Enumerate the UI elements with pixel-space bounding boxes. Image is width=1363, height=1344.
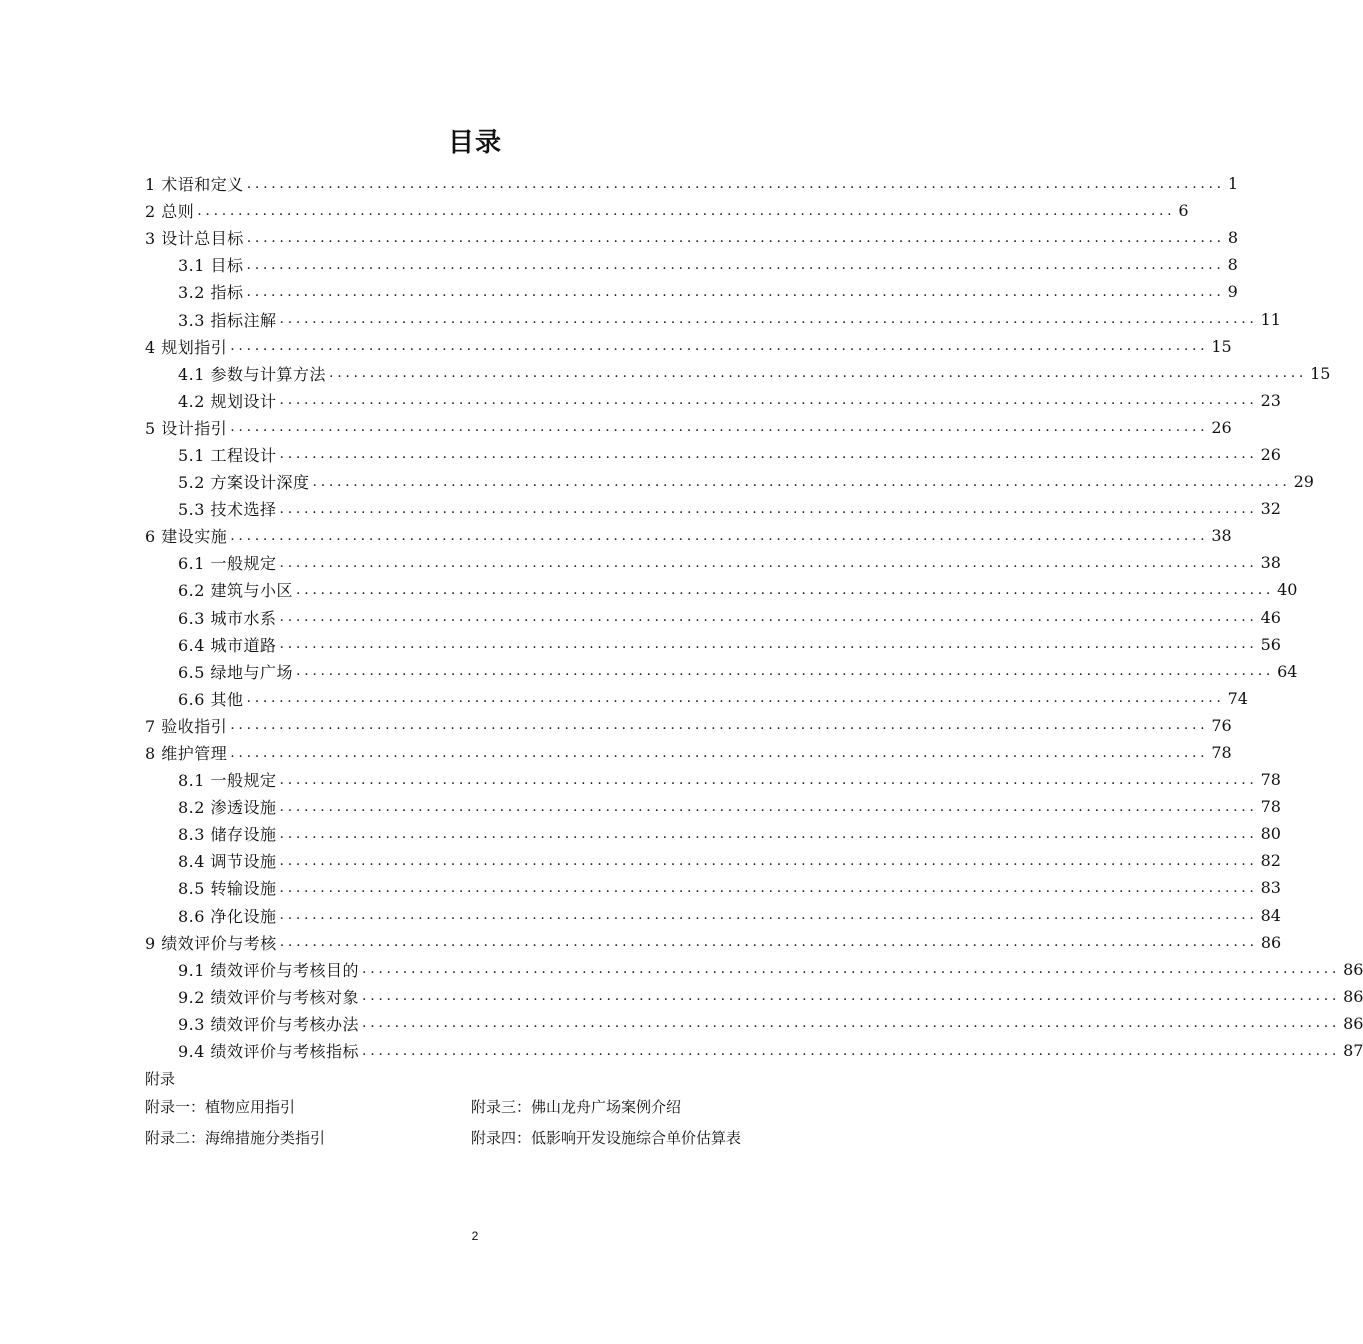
toc-entry-page: 82 — [1260, 851, 1281, 871]
toc-leader-dots: ........................................................................................................................ — [230, 338, 1209, 355]
toc-entry[interactable] — [145, 604, 1281, 631]
toc-leader-dots: ........................................................................................................................ — [279, 825, 1258, 842]
toc-leader-dots: ........................................................................................................................ — [246, 283, 1225, 300]
toc-entry-label: 6.6 其他 — [178, 689, 244, 709]
toc-entry[interactable] — [145, 278, 1238, 305]
toc-entry[interactable] — [145, 631, 1281, 658]
toc-entry[interactable] — [145, 739, 1232, 766]
toc-entry-label: 5.3 技术选择 — [178, 500, 277, 520]
toc-leader-dots: ........................................................................................................................ — [362, 1015, 1341, 1032]
toc-entry[interactable] — [145, 793, 1281, 820]
toc-entry-page: 64 — [1277, 661, 1298, 681]
toc-entry[interactable] — [145, 522, 1232, 549]
toc-entry[interactable] — [145, 224, 1238, 251]
toc-entry-page: 40 — [1277, 580, 1298, 600]
toc-leader-dots: ........................................................................................................................ — [279, 500, 1258, 517]
toc-leader-dots: ........................................................................................................................ — [279, 934, 1258, 951]
toc-entry[interactable] — [145, 847, 1281, 874]
toc-entry-label: 4 规划指引 — [145, 337, 228, 357]
toc-entry[interactable] — [145, 387, 1281, 414]
toc-entry-label: 3.3 指标注解 — [178, 310, 277, 330]
toc-entry-label: 4.2 规划设计 — [178, 391, 277, 411]
toc-entry-page: 78 — [1260, 797, 1281, 817]
toc-entry-label: 3.2 指标 — [178, 283, 244, 303]
toc-entry-label: 6.3 城市水系 — [178, 608, 277, 628]
toc-entry[interactable] — [145, 929, 1282, 956]
appendix-heading: 附录 — [145, 1070, 176, 1088]
toc-leader-dots: ........................................................................................................................ — [230, 527, 1209, 544]
toc-leader-dots: ........................................................................................................................ — [279, 446, 1258, 463]
toc-entry-label: 3 设计总目标 — [145, 229, 244, 249]
toc-entry-page: 86 — [1260, 932, 1282, 952]
toc-leader-dots: ........................................................................................................................ — [246, 229, 1225, 246]
toc-leader-dots: ........................................................................................................................ — [362, 988, 1341, 1005]
toc-leader-dots: ........................................................................................................................ — [230, 419, 1209, 436]
toc-leader-dots: ........................................................................................................................ — [246, 175, 1225, 192]
toc-entry[interactable] — [145, 685, 1248, 712]
toc-leader-dots: ........................................................................................................................ — [279, 852, 1258, 869]
appendix-item-1[interactable]: 附录一：植物应用指引 — [145, 1098, 296, 1116]
toc-leader-dots: ........................................................................................................................ — [279, 392, 1258, 409]
toc-entry[interactable] — [145, 766, 1281, 793]
toc-entry-page: 46 — [1260, 607, 1281, 627]
toc-leader-dots: ........................................................................................................................ — [362, 961, 1341, 978]
toc-entry[interactable] — [145, 414, 1232, 441]
toc-entry-label: 9.2 绩效评价与考核对象 — [178, 987, 360, 1007]
toc-entry-page: 80 — [1260, 824, 1281, 844]
toc-entry-page: 87 — [1343, 1041, 1363, 1061]
toc-entry[interactable] — [145, 170, 1238, 197]
toc-entry[interactable] — [145, 820, 1281, 847]
toc-entry-label: 6.4 城市道路 — [178, 635, 277, 655]
toc-entry[interactable] — [145, 658, 1298, 685]
toc-entry[interactable] — [145, 360, 1331, 387]
toc-entry[interactable] — [145, 197, 1189, 224]
toc-entry-page: 11 — [1260, 309, 1281, 329]
toc-entry-label: 8.3 储存设施 — [178, 825, 277, 845]
toc-entry[interactable] — [145, 874, 1281, 901]
toc-leader-dots: ........................................................................................................................ — [279, 636, 1258, 653]
toc-entry-label: 6.5 绿地与广场 — [178, 662, 294, 682]
toc-entry-page: 56 — [1260, 634, 1281, 654]
toc-leader-dots: ........................................................................................................................ — [246, 690, 1225, 707]
toc-entry[interactable] — [145, 495, 1281, 522]
toc-entry-page: 26 — [1211, 417, 1232, 437]
toc-entry-page: 8 — [1227, 228, 1238, 248]
toc-entry[interactable] — [145, 1037, 1363, 1064]
toc-entry-label: 2 总则 — [145, 202, 195, 222]
toc-entry[interactable] — [145, 251, 1238, 278]
toc-leader-dots: ........................................................................................................................ — [279, 879, 1258, 896]
toc-entry-page: 86 — [1343, 1013, 1363, 1033]
toc-entry-page: 8 — [1227, 255, 1238, 275]
toc-entry-page: 86 — [1343, 986, 1363, 1006]
toc-leader-dots: ........................................................................................................................ — [279, 609, 1258, 626]
toc-entry-label: 8.5 转输设施 — [178, 879, 277, 899]
toc-entry-page: 38 — [1260, 553, 1281, 573]
toc-entry-label: 9.3 绩效评价与考核办法 — [178, 1014, 360, 1034]
toc-entry[interactable] — [145, 441, 1281, 468]
toc-leader-dots: ........................................................................................................................ — [296, 581, 1275, 598]
toc-leader-dots: ........................................................................................................................ — [329, 365, 1308, 382]
toc-entry-label: 9 绩效评价与考核 — [145, 933, 277, 953]
toc-entry-page: 78 — [1211, 743, 1232, 763]
toc-entry-page: 26 — [1260, 444, 1281, 464]
toc-leader-dots: ........................................................................................................................ — [279, 798, 1258, 815]
toc-entry-page: 32 — [1260, 499, 1281, 519]
toc-entry-label: 9.1 绩效评价与考核目的 — [178, 960, 360, 980]
toc-entry-label: 7 验收指引 — [145, 716, 228, 736]
toc-entry-page: 1 — [1227, 174, 1238, 194]
toc-entry-page: 74 — [1227, 688, 1248, 708]
toc-entry-page: 38 — [1211, 526, 1232, 546]
toc-entry[interactable] — [145, 576, 1298, 603]
table-of-contents — [145, 170, 1363, 1064]
toc-entry[interactable] — [145, 333, 1232, 360]
toc-entry-page: 9 — [1227, 282, 1238, 302]
toc-entry[interactable] — [145, 549, 1281, 576]
appendix-item-3[interactable]: 附录三：佛山龙舟广场案例介绍 — [471, 1098, 682, 1116]
toc-entry-label: 3.1 目标 — [178, 256, 244, 276]
toc-leader-dots: ........................................................................................................................ — [246, 256, 1225, 273]
toc-title: 目录 — [447, 128, 502, 158]
toc-entry[interactable] — [145, 956, 1363, 983]
toc-entry-label: 8.6 净化设施 — [178, 906, 277, 926]
toc-entry-label: 6.1 一般规定 — [178, 554, 277, 574]
toc-entry[interactable] — [145, 983, 1363, 1010]
toc-entry-page: 84 — [1260, 905, 1281, 925]
toc-entry[interactable] — [145, 902, 1281, 929]
toc-leader-dots: ........................................................................................................................ — [312, 473, 1291, 490]
toc-leader-dots: ........................................................................................................................ — [197, 202, 1176, 219]
toc-leader-dots: ........................................................................................................................ — [279, 907, 1258, 924]
toc-entry-label: 8.1 一般规定 — [178, 771, 277, 791]
toc-entry-label: 6.2 建筑与小区 — [178, 581, 294, 601]
toc-entry-page: 76 — [1211, 715, 1232, 735]
toc-entry-page: 15 — [1211, 336, 1232, 356]
toc-entry-page: 86 — [1343, 959, 1363, 979]
toc-entry-label: 8 维护管理 — [145, 744, 228, 764]
toc-entry-page: 23 — [1260, 390, 1281, 410]
toc-entry-label: 1 术语和定义 — [145, 175, 244, 195]
toc-entry-page: 15 — [1310, 363, 1331, 383]
toc-leader-dots: ........................................................................................................................ — [362, 1042, 1341, 1059]
toc-entry-label: 9.4 绩效评价与考核指标 — [178, 1042, 360, 1062]
toc-entry[interactable] — [145, 468, 1314, 495]
toc-entry-label: 5.2 方案设计深度 — [178, 473, 310, 493]
toc-leader-dots: ........................................................................................................................ — [230, 744, 1209, 761]
toc-entry-label: 8.2 渗透设施 — [178, 798, 277, 818]
toc-leader-dots: ........................................................................................................................ — [230, 717, 1209, 734]
toc-leader-dots: ........................................................................................................................ — [279, 311, 1258, 328]
toc-entry-label: 4.1 参数与计算方法 — [178, 364, 327, 384]
toc-entry-label: 5 设计指引 — [145, 418, 228, 438]
toc-leader-dots: ........................................................................................................................ — [279, 771, 1258, 788]
toc-entry-page: 6 — [1178, 201, 1189, 221]
toc-leader-dots: ........................................................................................................................ — [279, 554, 1258, 571]
toc-leader-dots: ........................................................................................................................ — [296, 663, 1275, 680]
toc-entry-page: 29 — [1293, 472, 1314, 492]
toc-entry[interactable] — [145, 1010, 1363, 1037]
appendix-item-2[interactable]: 附录二：海绵措施分类指引 — [145, 1129, 326, 1147]
page-number: 2 — [471, 1229, 479, 1243]
toc-entry-label: 8.4 调节设施 — [178, 852, 277, 872]
toc-entry-page: 78 — [1260, 770, 1281, 790]
toc-entry-page: 83 — [1260, 878, 1281, 898]
toc-entry-label: 5.1 工程设计 — [178, 445, 277, 465]
toc-entry-label: 6 建设实施 — [145, 527, 228, 547]
toc-entry[interactable] — [145, 712, 1232, 739]
toc-entry[interactable] — [145, 305, 1281, 332]
appendix-item-4[interactable]: 附录四：低影响开发设施综合单价估算表 — [471, 1129, 742, 1147]
